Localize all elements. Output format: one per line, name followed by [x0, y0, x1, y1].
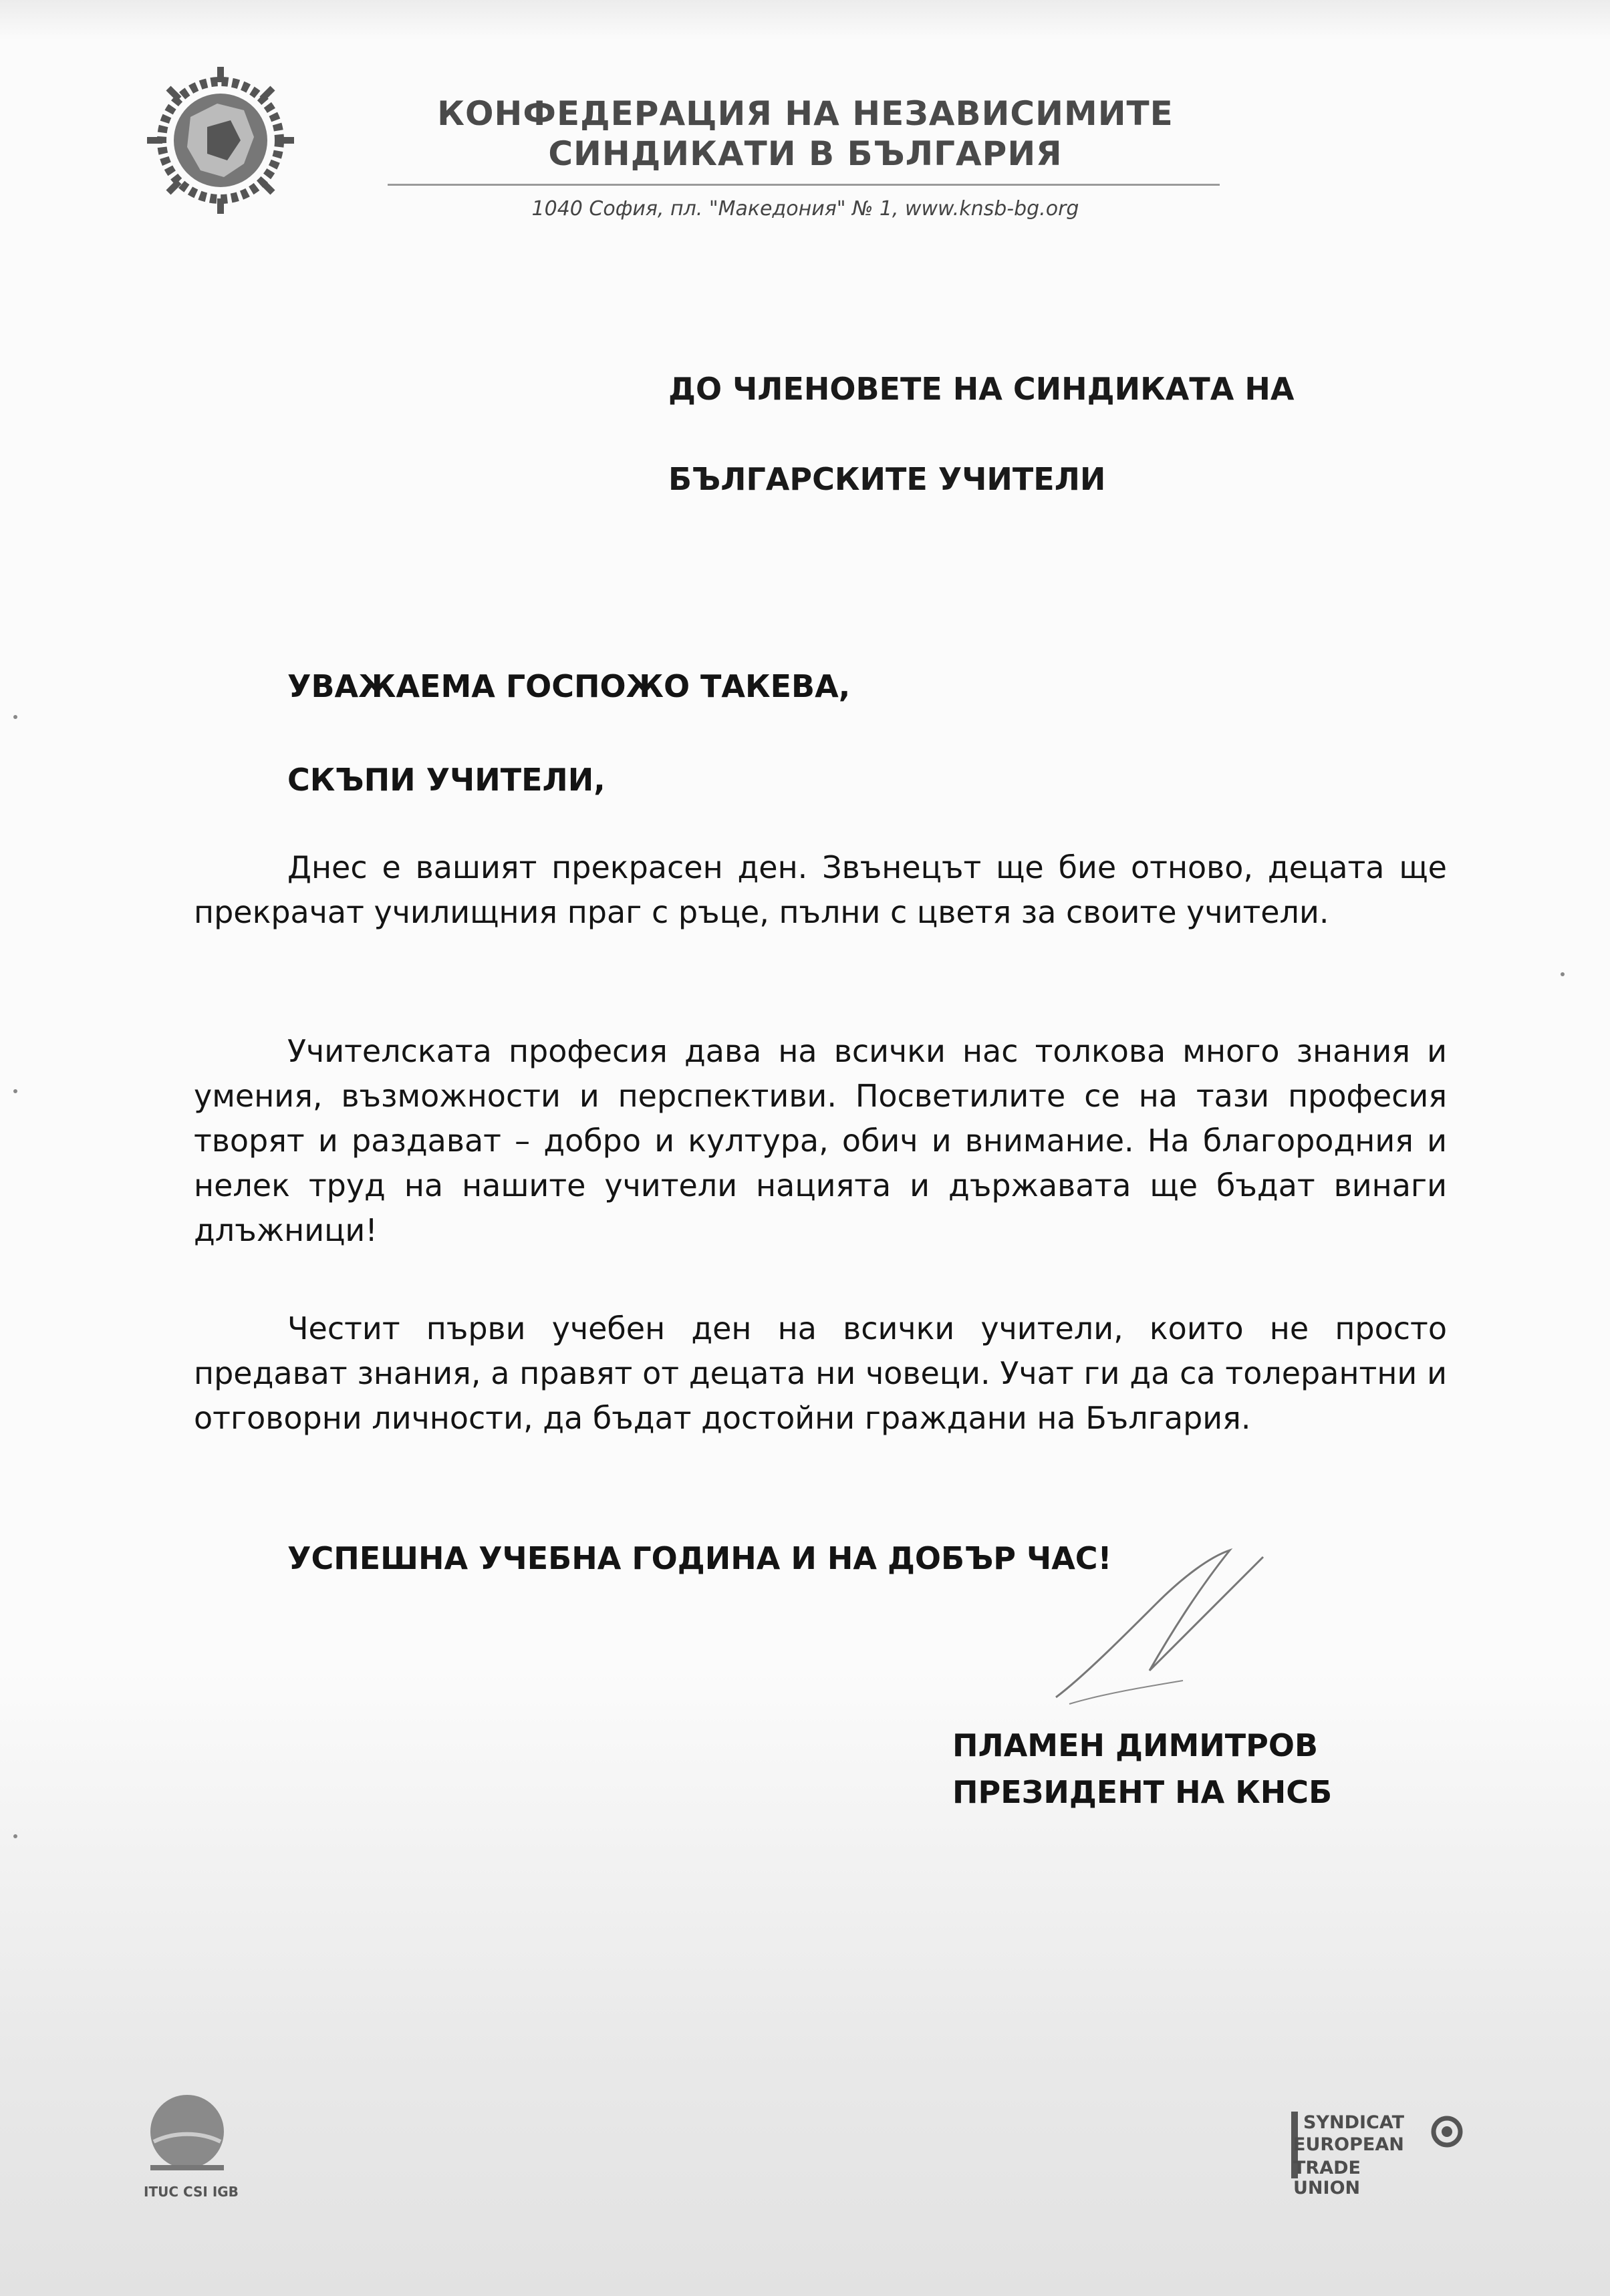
etuc-logo-line2: EUROPEAN: [1293, 2134, 1404, 2155]
recipient-line1: ДО ЧЛЕНОВЕТЕ НА СИНДИКАТА НА: [668, 371, 1295, 407]
header-divider: [388, 184, 1220, 186]
scan-speck: [13, 1089, 17, 1093]
etuc-logo-line3: TRADE UNION: [1293, 2158, 1361, 2198]
body-paragraph-2: Учителската професия дава на всички нас толкова много знания и умения, възможности и перспективи. Посветилите се на тази професия творят и раздават – добро и култура, обич и внимание. На благородния и нелек труд на нашите учители нацията и държавата ще бъдат винаги длъжници!: [194, 1033, 1447, 1248]
etuc-logo-swirl: [1430, 2112, 1464, 2152]
body-paragraph-3: Честит първи учебен ден на всички учители, които не просто предават знания, а правят от децата ни човеци. Учат ги да са толерантни и отговорни личности, да бъдат достойни граждани на България.: [194, 1310, 1447, 1436]
recipient-line2: БЪЛГАРСКИТЕ УЧИТЕЛИ: [668, 461, 1106, 497]
ituc-label: ITUC CSI IGB: [144, 2184, 239, 2200]
organization-name-line2: СИНДИКАТИ В БЪЛГАРИЯ: [548, 134, 1063, 173]
organization-name: [388, 94, 1223, 174]
ituc-logo: [144, 2092, 231, 2178]
closing-line: УСПЕШНА УЧЕБНА ГОДИНА И НА ДОБЪР ЧАС!: [287, 1540, 1112, 1576]
etuc-logo-line1: SYNDICAT: [1303, 2112, 1405, 2133]
organization-name-line1: КОНФЕДЕРАЦИЯ НА НЕЗАВИСИМИТЕ: [437, 94, 1174, 133]
body-paragraph-1: Днес е вашият прекрасен ден. Звънецът ще бие отново, децата ще прекрачат училищния праг с ръце, пълни с цветя за своите учители.: [194, 849, 1447, 930]
signatory-title: ПРЕЗИДЕНТ НА КНСБ: [952, 1774, 1333, 1810]
organization-address: 1040 София, пл. "Македония" № 1, www.knsb-bg.org: [531, 197, 1079, 221]
salutation-line1: УВАЖАЕМА ГОСПОЖО ТАКЕВА,: [287, 668, 851, 704]
scan-bottom-shade: [0, 1671, 1610, 2296]
signatory-name: ПЛАМЕН ДИМИТРОВ: [952, 1727, 1319, 1763]
scan-speck: [1561, 972, 1565, 976]
handwritten-signature: [1043, 1544, 1283, 1717]
scan-speck: [13, 715, 17, 719]
salutation-line2: СКЪПИ УЧИТЕЛИ,: [287, 762, 606, 798]
scan-top-shadow: [0, 0, 1610, 40]
scan-speck: [13, 1834, 17, 1838]
knsb-logo: [144, 63, 297, 217]
